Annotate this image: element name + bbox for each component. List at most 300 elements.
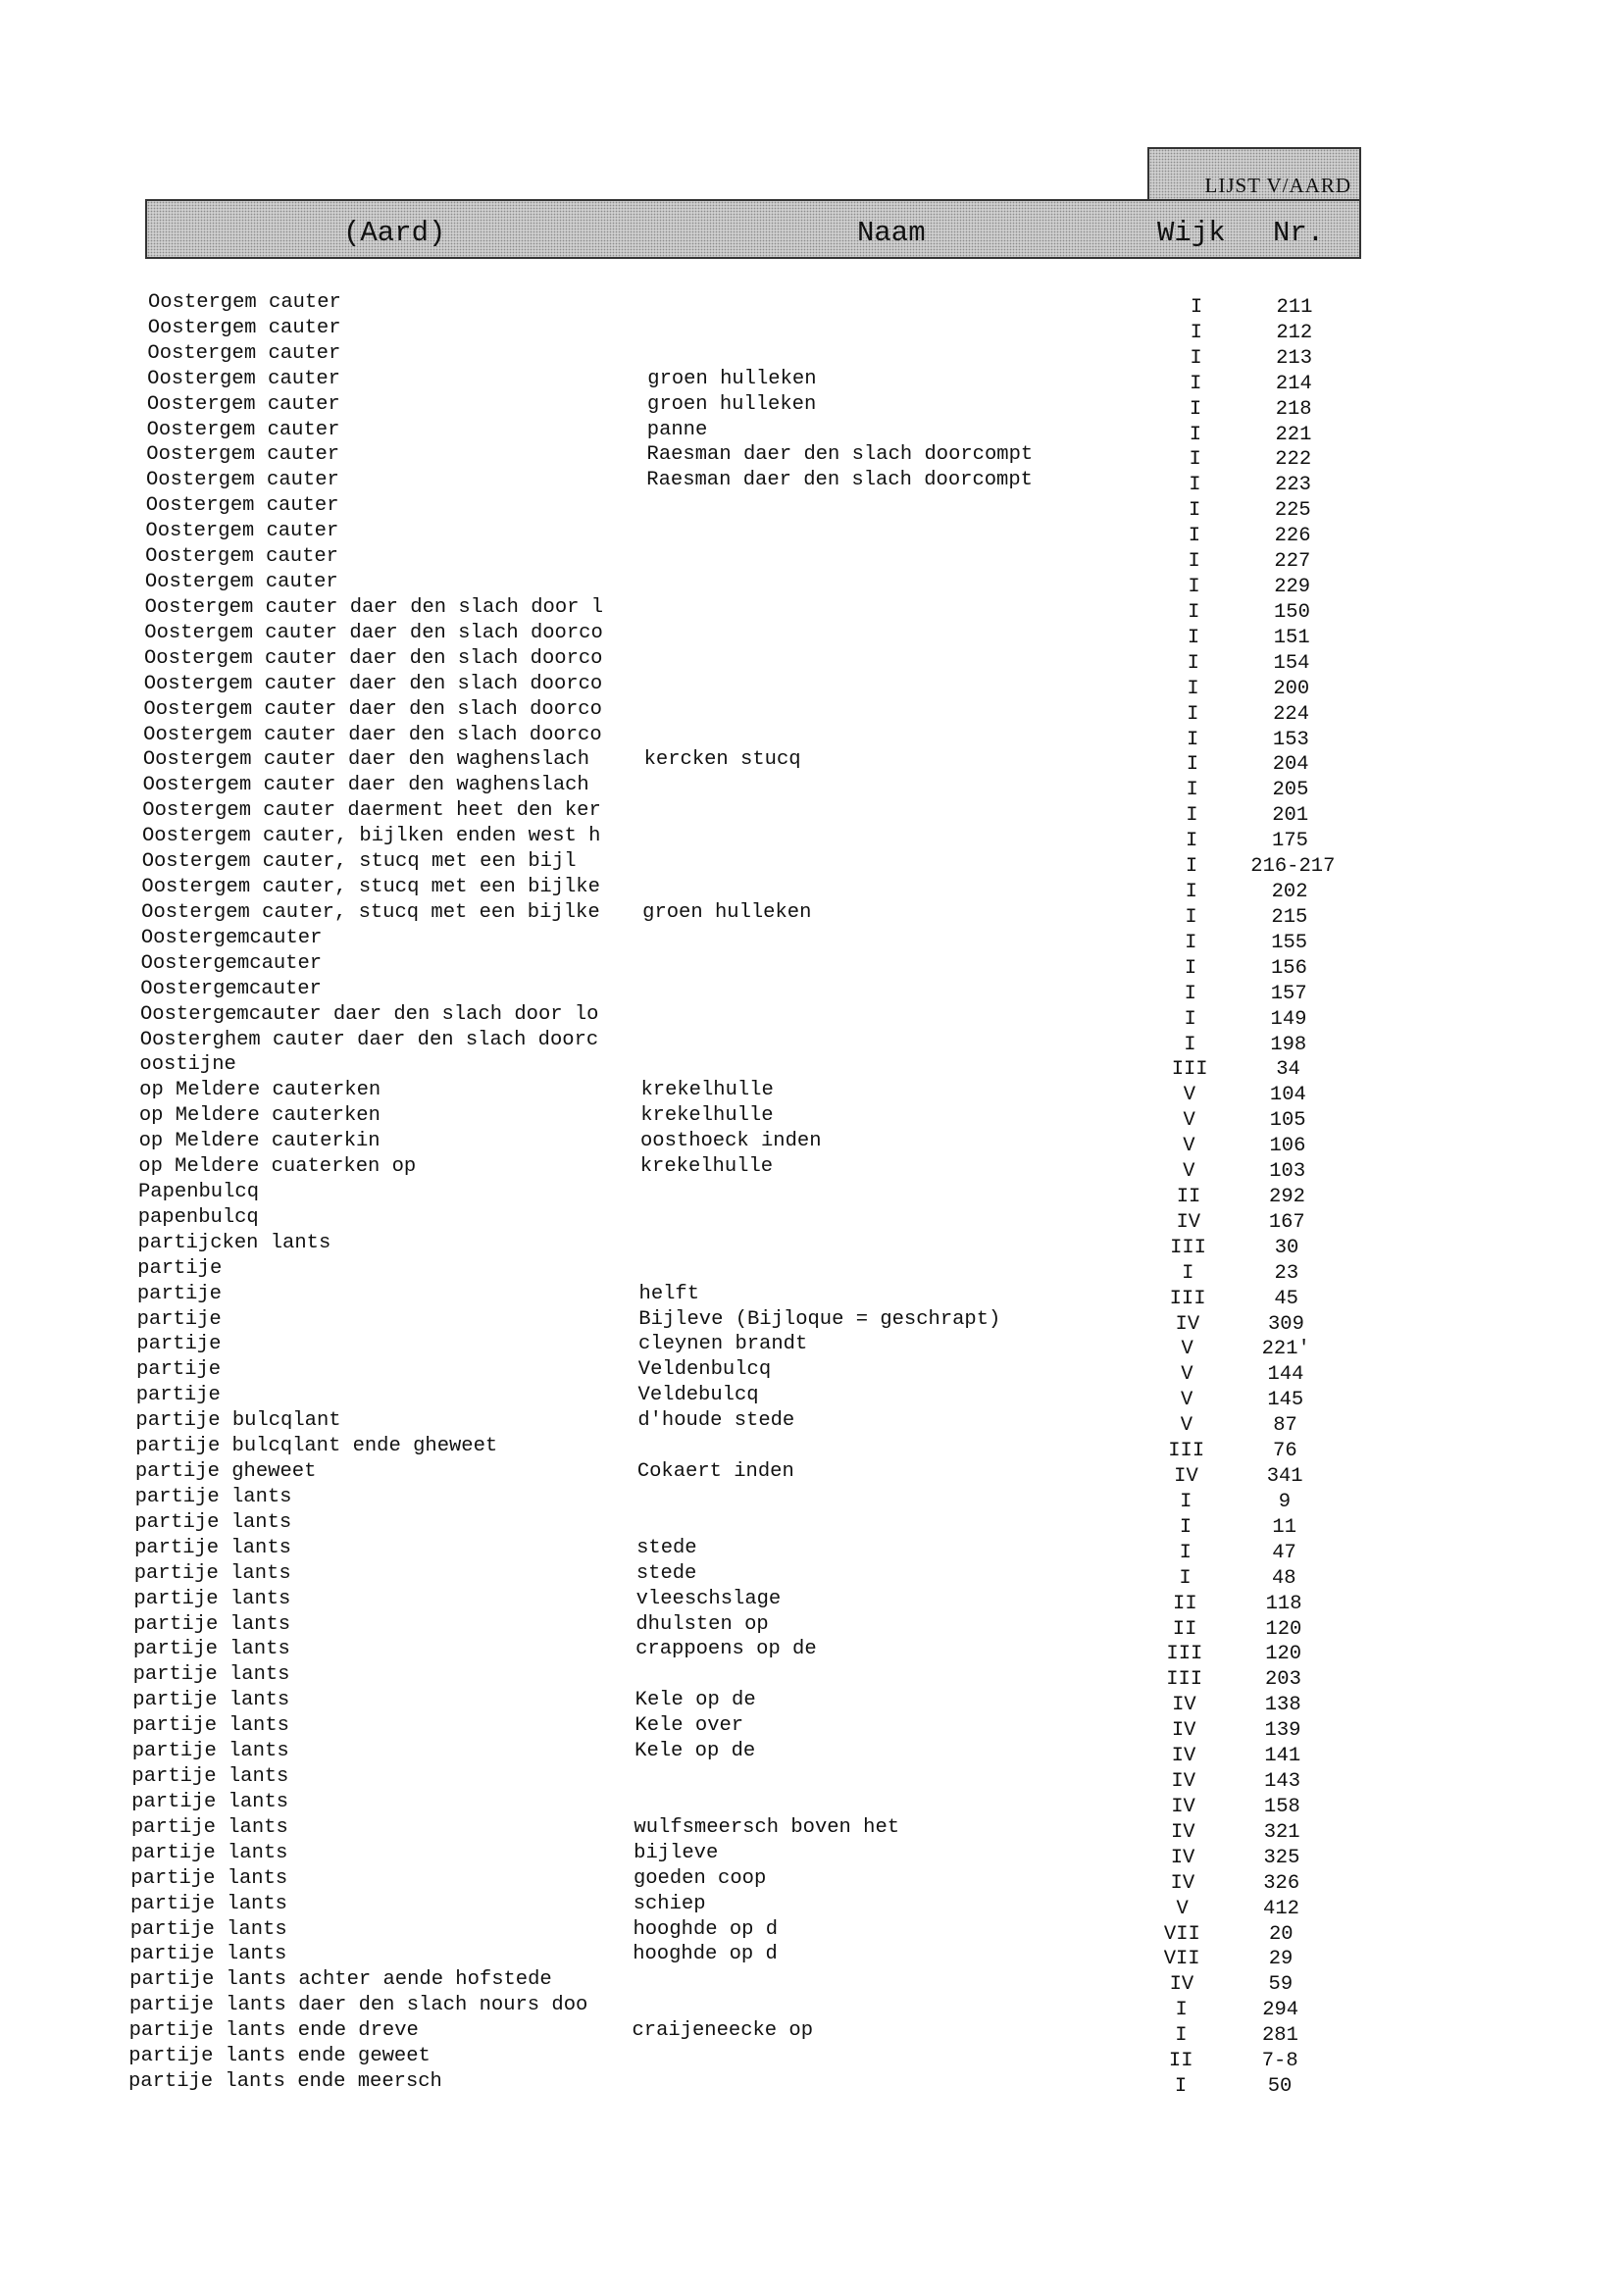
row-wijk: I xyxy=(1187,626,1200,649)
row-aard: Oostergem cauter daerment heet den ker xyxy=(142,800,601,823)
row-wijk: I xyxy=(1185,905,1197,929)
row-aard: Oostergem cauter daer den slach doorco xyxy=(143,673,603,695)
row-naam: vleeschslage xyxy=(635,1587,782,1610)
row-naam: groen hulleken xyxy=(642,900,812,924)
row-wijk: I xyxy=(1175,2024,1188,2048)
row-wijk: I xyxy=(1179,1566,1192,1590)
row-wijk: V xyxy=(1183,1135,1195,1158)
row-wijk: V xyxy=(1181,1363,1193,1387)
row-nr: 118 xyxy=(1265,1592,1302,1615)
row-wijk: II xyxy=(1176,1186,1201,1208)
table-row xyxy=(0,394,1624,420)
row-wijk: IV xyxy=(1176,1210,1201,1234)
row-wijk: I xyxy=(1189,397,1202,421)
table-row xyxy=(0,1639,1624,1664)
table-row xyxy=(0,979,1624,1004)
row-nr: 87 xyxy=(1273,1414,1297,1438)
row-nr: 321 xyxy=(1263,1820,1300,1844)
row-nr: 150 xyxy=(1273,600,1310,624)
row-nr: 104 xyxy=(1269,1084,1306,1107)
row-nr: 30 xyxy=(1274,1236,1299,1259)
row-nr: 214 xyxy=(1275,372,1312,395)
row-naam: Bijleve (Bijloque = geschrapt) xyxy=(638,1307,1001,1331)
row-wijk: I xyxy=(1179,1515,1193,1539)
row-aard: partije lants xyxy=(130,1842,288,1864)
row-wijk: I xyxy=(1187,677,1199,700)
table-row xyxy=(0,2020,1624,2046)
row-aard: partije lants xyxy=(130,1893,287,1915)
row-nr: 157 xyxy=(1270,982,1307,1005)
row-wijk: V xyxy=(1176,1897,1189,1920)
row-wijk: I xyxy=(1175,1999,1188,2022)
table-row xyxy=(0,1512,1624,1538)
table-row xyxy=(0,1792,1624,1817)
row-wijk: IV xyxy=(1171,1770,1196,1794)
table-row xyxy=(0,1766,1624,1792)
table-row xyxy=(0,1054,1624,1080)
row-aard: papenbulcq xyxy=(137,1206,259,1229)
row-nr: 326 xyxy=(1263,1871,1300,1895)
table-row xyxy=(0,1309,1624,1335)
row-wijk: III xyxy=(1170,1236,1206,1259)
row-naam: krekelhulle xyxy=(640,1079,774,1102)
row-aard: partije lants xyxy=(133,1588,291,1610)
row-wijk: II xyxy=(1168,2050,1193,2073)
row-aard: Oostergem cauter daer den waghenslach xyxy=(142,775,589,797)
row-wijk: IV xyxy=(1171,1795,1195,1818)
row-aard: op Meldere cuaterken op xyxy=(138,1156,417,1179)
row-nr: 138 xyxy=(1264,1694,1301,1717)
row-aard: Oostergem cauter xyxy=(148,292,341,314)
row-wijk: I xyxy=(1190,346,1202,370)
row-wijk: I xyxy=(1182,1261,1194,1285)
row-naam: bijleve xyxy=(634,1841,719,1864)
row-aard: partije xyxy=(136,1334,222,1356)
table-row xyxy=(0,749,1624,775)
row-naam: wulfsmeersch boven het xyxy=(634,1815,900,1839)
row-nr: 294 xyxy=(1262,1999,1299,2022)
row-nr: 141 xyxy=(1264,1745,1301,1768)
row-aard: Oostergem cauter xyxy=(146,393,340,416)
list-tag-label: LIJST V/AARD xyxy=(1204,174,1351,197)
table-row xyxy=(0,851,1624,877)
row-nr: 221' xyxy=(1261,1338,1310,1361)
row-nr: 120 xyxy=(1265,1617,1302,1641)
column-header-naam: Naam xyxy=(857,217,926,249)
table-row xyxy=(0,1969,1624,1995)
row-aard: partije bulcqlant xyxy=(135,1410,341,1433)
row-nr: 198 xyxy=(1270,1033,1307,1056)
row-aard: Oostergem cauter xyxy=(147,368,340,390)
row-aard: Oostergem cauter xyxy=(145,546,338,569)
row-wijk: V xyxy=(1183,1109,1195,1133)
row-nr: 204 xyxy=(1272,753,1309,777)
row-nr: 106 xyxy=(1269,1135,1306,1158)
row-nr: 218 xyxy=(1275,397,1312,421)
table-row xyxy=(0,597,1624,623)
row-wijk: I xyxy=(1190,321,1202,344)
row-nr: 48 xyxy=(1271,1566,1296,1590)
table-row xyxy=(0,1614,1624,1640)
row-naam: hooghde op d xyxy=(633,1917,779,1941)
table-row xyxy=(0,1919,1624,1945)
table-row xyxy=(0,775,1624,800)
row-aard: Oostergem cauter daer den slach doorco xyxy=(144,622,603,644)
row-aard: Oostergem cauter, stucq met een bijl xyxy=(141,851,577,874)
table-row xyxy=(0,800,1624,826)
row-wijk: I xyxy=(1184,1033,1196,1056)
row-naam: panne xyxy=(646,418,708,441)
row-naam: Kele over xyxy=(634,1714,744,1738)
row-nr: 175 xyxy=(1272,830,1308,853)
row-aard: partije xyxy=(136,1283,222,1305)
row-nr: 205 xyxy=(1272,779,1309,802)
row-naam: crappoens op de xyxy=(635,1638,817,1661)
row-aard: partije lants xyxy=(133,1613,291,1636)
row-wijk: I xyxy=(1185,931,1197,954)
row-aard: partije lants ende meersch xyxy=(128,2071,442,2093)
row-aard: partije lants xyxy=(130,1816,288,1839)
row-aard: Oostergem cauter daer den slach door l xyxy=(144,596,604,619)
row-wijk: I xyxy=(1188,525,1201,548)
row-nr: 167 xyxy=(1268,1210,1305,1234)
row-aard: Oostergemcauter xyxy=(140,927,323,949)
row-nr: 341 xyxy=(1266,1465,1303,1489)
row-nr: 412 xyxy=(1263,1897,1299,1920)
row-aard: partije lants xyxy=(132,1639,290,1661)
row-aard: partije xyxy=(136,1308,222,1331)
table-row xyxy=(0,1741,1624,1766)
row-nr: 158 xyxy=(1263,1795,1300,1818)
row-aard: Oostergem cauter xyxy=(146,444,340,467)
table-row xyxy=(0,1894,1624,1919)
row-wijk: VII xyxy=(1163,1948,1200,1971)
row-wijk: III xyxy=(1166,1643,1203,1666)
row-nr: 221 xyxy=(1275,423,1312,446)
table-row xyxy=(0,1538,1624,1563)
row-nr: 7-8 xyxy=(1261,2050,1298,2073)
row-wijk: I xyxy=(1188,550,1200,574)
row-nr: 11 xyxy=(1272,1515,1296,1539)
row-wijk: V xyxy=(1181,1338,1193,1361)
column-header-aard: (Aard) xyxy=(343,217,446,249)
row-wijk: IV xyxy=(1171,1745,1196,1768)
row-aard: partije lants daer den slach nours doo xyxy=(128,1995,588,2017)
row-aard: partije xyxy=(135,1385,221,1407)
table-row xyxy=(0,343,1624,369)
row-nr: 213 xyxy=(1276,346,1313,370)
table-row xyxy=(0,1690,1624,1715)
table-row xyxy=(0,1664,1624,1690)
table-row xyxy=(0,877,1624,902)
row-aard: partije lants achter aende hofstede xyxy=(129,1969,552,1992)
row-naam: dhulsten op xyxy=(635,1612,769,1636)
table-row xyxy=(0,2046,1624,2071)
row-naam: schiep xyxy=(633,1892,706,1915)
row-aard: Oostergem cauter xyxy=(144,572,338,594)
row-aard: partije lants xyxy=(133,1562,291,1585)
table-row xyxy=(0,1436,1624,1461)
table-row xyxy=(0,1131,1624,1156)
row-wijk: IV xyxy=(1172,1694,1196,1717)
row-wijk: I xyxy=(1185,881,1197,904)
row-naam: krekelhulle xyxy=(639,1155,774,1179)
row-naam: goeden coop xyxy=(633,1866,767,1890)
column-header-wijk: Wijk xyxy=(1157,217,1226,249)
row-naam: hooghde op d xyxy=(633,1943,778,1966)
table-row xyxy=(0,1817,1624,1843)
table-row xyxy=(0,1105,1624,1131)
row-aard: Oostergem cauter xyxy=(146,419,340,441)
table-row xyxy=(0,1258,1624,1284)
row-aard: op Meldere cauterkin xyxy=(138,1131,381,1153)
row-nr: 23 xyxy=(1274,1261,1299,1285)
row-aard: partije lants xyxy=(131,1766,289,1789)
row-nr: 20 xyxy=(1268,1922,1294,1946)
row-aard: partije lants xyxy=(134,1511,292,1534)
row-aard: Oostergemcauter daer den slach door lo xyxy=(140,1003,599,1026)
row-aard: partije xyxy=(137,1257,223,1280)
table-row xyxy=(0,674,1624,699)
row-nr: 144 xyxy=(1267,1363,1304,1387)
row-wijk: I xyxy=(1180,1490,1193,1513)
row-wijk: I xyxy=(1188,576,1200,599)
row-naam: kercken stucq xyxy=(643,748,801,772)
row-aard: partijcken lants xyxy=(137,1232,331,1254)
table-row xyxy=(0,1563,1624,1589)
row-nr: 223 xyxy=(1275,474,1311,497)
table-row xyxy=(0,1359,1624,1385)
table-row xyxy=(0,470,1624,495)
row-aard: partije bulcqlant ende gheweet xyxy=(135,1436,498,1458)
row-aard: Papenbulcq xyxy=(138,1182,260,1203)
row-naam: Cokaert inden xyxy=(636,1460,794,1484)
row-wijk: I xyxy=(1186,753,1199,777)
row-nr: 227 xyxy=(1274,550,1311,574)
table-row xyxy=(0,699,1624,725)
table-row xyxy=(0,420,1624,445)
row-wijk: I xyxy=(1189,448,1201,472)
row-wijk: I xyxy=(1179,1541,1192,1564)
row-aard: Oostergem cauter, bijlken enden west h xyxy=(142,826,601,848)
row-nr: 45 xyxy=(1274,1287,1298,1310)
table-row xyxy=(0,521,1624,546)
row-nr: 103 xyxy=(1269,1160,1306,1184)
table-row xyxy=(0,1410,1624,1436)
table-row xyxy=(0,928,1624,953)
row-aard: partije gheweet xyxy=(134,1461,317,1484)
row-aard: Oostergemcauter xyxy=(140,978,322,1000)
row-nr: 155 xyxy=(1271,931,1308,954)
row-wijk: I xyxy=(1190,372,1202,395)
table-row xyxy=(0,1030,1624,1055)
table-row xyxy=(0,495,1624,521)
table-row xyxy=(0,1385,1624,1410)
row-aard: partije lants xyxy=(134,1486,292,1508)
row-nr: 229 xyxy=(1274,576,1311,599)
table-row xyxy=(0,1334,1624,1359)
row-nr: 47 xyxy=(1272,1541,1296,1564)
row-naam: Kele op de xyxy=(634,1689,756,1712)
row-nr: 154 xyxy=(1273,651,1310,675)
row-aard: Oostergem cauter daer den slach doorco xyxy=(143,698,602,721)
row-aard: op Meldere cauterken xyxy=(138,1105,381,1128)
row-aard: Oostergem cauter daer den slach doorco xyxy=(144,647,603,670)
row-nr: 59 xyxy=(1268,1973,1294,1997)
row-wijk: I xyxy=(1184,956,1197,980)
table-row xyxy=(0,1487,1624,1512)
row-nr: 222 xyxy=(1275,448,1312,472)
row-aard: partije lants xyxy=(131,1791,289,1813)
row-nr: 151 xyxy=(1273,626,1310,649)
row-nr: 200 xyxy=(1273,677,1310,700)
row-nr: 203 xyxy=(1264,1668,1301,1692)
row-wijk: VII xyxy=(1163,1922,1200,1946)
row-aard: op Meldere cauterken xyxy=(139,1080,381,1102)
row-aard: Oostergem cauter daer den slach doorco xyxy=(143,724,602,746)
row-nr: 211 xyxy=(1276,296,1313,319)
row-aard: partije lants ende geweet xyxy=(128,2046,431,2068)
row-aard: Oostergem cauter xyxy=(147,317,341,339)
row-aard: partije lants xyxy=(129,1944,287,1966)
row-wijk: I xyxy=(1184,982,1196,1005)
table-row xyxy=(0,1004,1624,1030)
row-nr: 201 xyxy=(1272,804,1309,828)
row-aard: partije lants xyxy=(131,1741,289,1763)
table-row xyxy=(0,1868,1624,1894)
row-nr: 156 xyxy=(1270,956,1307,980)
table-row xyxy=(0,1995,1624,2020)
row-wijk: V xyxy=(1181,1389,1193,1412)
row-nr: 50 xyxy=(1267,2075,1293,2098)
row-wijk: IV xyxy=(1170,1846,1195,1869)
row-aard: partije lants xyxy=(132,1664,290,1687)
row-aard: partije lants xyxy=(132,1690,290,1712)
row-nr: 325 xyxy=(1263,1846,1300,1869)
row-wijk: IV xyxy=(1170,1871,1195,1895)
table-row xyxy=(0,292,1624,318)
table-row xyxy=(0,725,1624,750)
row-naam: d'houde stede xyxy=(637,1409,795,1433)
row-nr: 226 xyxy=(1274,525,1311,548)
row-nr: 225 xyxy=(1274,499,1311,523)
table-row xyxy=(0,623,1624,648)
row-wijk: III xyxy=(1168,1440,1205,1463)
table-row xyxy=(0,1182,1624,1207)
row-naam: Kele op de xyxy=(634,1740,756,1763)
row-wijk: I xyxy=(1186,830,1198,853)
table-row xyxy=(0,369,1624,394)
row-aard: Oostergem cauter xyxy=(145,521,339,543)
row-nr: 145 xyxy=(1267,1389,1304,1412)
row-aard: Oostergem cauter daer den waghenslach xyxy=(142,749,590,772)
row-aard: Oostergem cauter xyxy=(146,470,339,492)
table-row xyxy=(0,1080,1624,1105)
row-wijk: I xyxy=(1186,728,1199,751)
row-nr: 153 xyxy=(1272,728,1309,751)
row-nr: 76 xyxy=(1273,1440,1297,1463)
row-wijk: I xyxy=(1174,2075,1188,2098)
row-naam: groen hulleken xyxy=(647,392,817,416)
row-naam: stede xyxy=(636,1536,697,1559)
table-row xyxy=(0,2071,1624,2097)
row-nr: 34 xyxy=(1276,1058,1300,1082)
table-row xyxy=(0,572,1624,597)
row-aard: Oosterghem cauter daer den slach doorc xyxy=(139,1029,599,1051)
row-wijk: I xyxy=(1187,651,1199,675)
row-aard: partije lants xyxy=(130,1867,288,1890)
row-wijk: V xyxy=(1183,1084,1196,1107)
table-row xyxy=(0,1843,1624,1868)
table-row xyxy=(0,318,1624,343)
row-naam: craijeneecke op xyxy=(632,2019,814,2043)
row-nr: 281 xyxy=(1261,2024,1298,2048)
row-nr: 224 xyxy=(1273,702,1310,726)
row-wijk: IV xyxy=(1174,1465,1198,1489)
row-wijk: I xyxy=(1186,779,1198,802)
row-nr: 149 xyxy=(1270,1007,1307,1031)
row-aard: Oostergemcauter xyxy=(140,952,323,975)
row-aard: partije xyxy=(136,1359,222,1382)
row-wijk: IV xyxy=(1170,1820,1195,1844)
row-nr: 212 xyxy=(1276,321,1313,344)
row-wijk: II xyxy=(1173,1592,1197,1615)
table-row xyxy=(0,1715,1624,1741)
row-naam: cleynen brandt xyxy=(638,1333,808,1356)
row-wijk: I xyxy=(1189,423,1201,446)
row-naam: krekelhulle xyxy=(640,1104,774,1128)
row-aard: Oostergem cauter xyxy=(145,495,339,518)
row-nr: 292 xyxy=(1269,1186,1305,1208)
row-naam: helft xyxy=(638,1282,700,1305)
row-nr: 202 xyxy=(1271,881,1308,904)
row-wijk: III xyxy=(1169,1287,1206,1310)
table-row xyxy=(0,1207,1624,1233)
table-row xyxy=(0,1589,1624,1614)
row-nr: 120 xyxy=(1265,1643,1302,1666)
row-naam: groen hulleken xyxy=(647,367,817,390)
table-row xyxy=(0,826,1624,851)
row-wijk: I xyxy=(1188,600,1200,624)
row-nr: 105 xyxy=(1269,1109,1306,1133)
table-row xyxy=(0,444,1624,470)
table-row xyxy=(0,1461,1624,1487)
table-row xyxy=(0,546,1624,572)
row-aard: partije lants xyxy=(129,1918,287,1941)
row-aard: partije lants ende dreve xyxy=(128,2020,419,2043)
row-naam: Veldebulcq xyxy=(637,1384,759,1407)
row-nr: 139 xyxy=(1264,1719,1301,1743)
row-naam: Veldenbulcq xyxy=(637,1358,772,1382)
table-row xyxy=(0,1233,1624,1258)
row-wijk: IV xyxy=(1171,1719,1196,1743)
row-wijk: IV xyxy=(1175,1312,1200,1336)
row-nr: 143 xyxy=(1264,1770,1301,1794)
row-nr: 215 xyxy=(1271,905,1308,929)
row-wijk: II xyxy=(1172,1617,1197,1641)
row-wijk: III xyxy=(1171,1058,1208,1082)
row-naam: Raesman daer den slach doorcompt xyxy=(646,443,1034,467)
row-aard: partije lants xyxy=(134,1537,291,1559)
table-row xyxy=(0,648,1624,674)
column-header-nr: Nr. xyxy=(1273,217,1325,249)
table-row xyxy=(0,1284,1624,1309)
row-wijk: I xyxy=(1189,499,1201,523)
row-wijk: I xyxy=(1186,804,1198,828)
table-row xyxy=(0,902,1624,928)
row-wijk: V xyxy=(1180,1414,1193,1438)
row-naam: Raesman daer den slach doorcompt xyxy=(646,469,1033,492)
